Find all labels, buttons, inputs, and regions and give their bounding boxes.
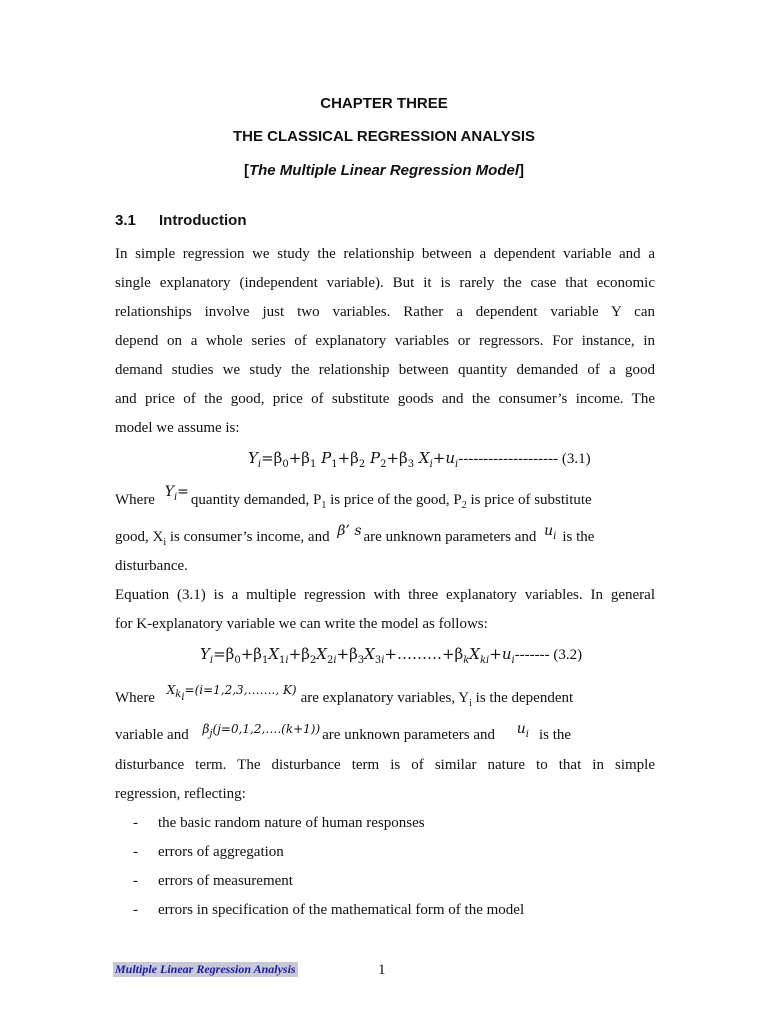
paragraph-line: single explanatory (independent variable). But it is rarely the case that economic [115, 275, 655, 291]
paragraph-line: disturbance term. The disturbance term is of similar nature to that in simple [115, 757, 655, 773]
footer-label: Multiple Linear Regression Analysis [115, 962, 296, 976]
paragraph-line: disturbance. [115, 558, 188, 574]
definition-line: good, $X_i$ is consumer’s income, and β’ s are unknown parameters and $u_i$ is the [115, 523, 595, 548]
section-heading [115, 212, 246, 229]
paragraph-line: Equation (3.1) is a multiple regression with three explanatory variables. In general [115, 587, 655, 603]
paragraph-line: depend on a whole series of explanatory variables or regressors. For instance, in [115, 333, 655, 349]
list-item: - errors of measurement [133, 873, 293, 889]
paragraph-line: for K-explanatory variable we can write the model as follows: [115, 616, 488, 632]
definition-line: Where $^{X_{k_i}=(i=1,2,3,\dots\dots., K)}$ are explanatory variables, $Y_i$ is the dependent [115, 683, 574, 709]
chapter-subtitle: [The Multiple Linear Regression Model] [243, 162, 525, 179]
equation-ref: -------------------- (3.1) [458, 451, 591, 467]
section-title: Introduction [159, 212, 247, 229]
equation-3-2: $Y_i=\beta_0+\beta_1X_{1i}+\beta_2X_{2i}+\beta_3X_{3i}+\dots\dots\dots+\beta_kX_{ki}+u_i-------$ (3.2) [200, 645, 583, 666]
list-item: - errors of aggregation [133, 844, 284, 860]
paragraph-line: and price of the good, price of substitute goods and the consumer’s income. The [115, 391, 655, 407]
definition-line: Where $Y_i=$ quantity demanded, $P_1$ is price of the good, $P_2$ is price of substitute [115, 484, 592, 511]
subtitle-text: The Multiple Linear Regression Model [248, 162, 520, 179]
paragraph-line: demand studies we study the relationship between quantity demanded of a good [115, 362, 655, 378]
chapter-title: THE CLASSICAL REGRESSION ANALYSIS [233, 128, 535, 145]
paragraph-line: In simple regression we study the relationship between a dependent variable and a [115, 246, 655, 262]
definition-line: variable and $^{\beta_j(j=0,1,2,\dots.(k+1))}$ are unknown parameters and $u_i$ is the [115, 721, 572, 743]
chapter-heading: CHAPTER THREE [320, 95, 448, 112]
paragraph-line: regression, reflecting: [115, 786, 246, 802]
list-item: - the basic random nature of human responses [133, 815, 425, 831]
paragraph-line: model we assume is: [115, 420, 240, 436]
equation-3-1: $Y_i=\beta_0+\beta_1$ $P_1+\beta_2$ $P_2+\beta_3$ $X_i+u_i--------------------$ (3.1) [248, 449, 591, 470]
paragraph-line: relationships involve just two variables. Rather a dependent variable Y can [115, 304, 655, 320]
page-number: 1 [378, 962, 386, 978]
equation-ref: ------- (3.2) [514, 647, 583, 663]
list-item: - errors in specification of the mathematical form of the model [133, 902, 525, 918]
section-number: 3.1 [115, 212, 136, 229]
